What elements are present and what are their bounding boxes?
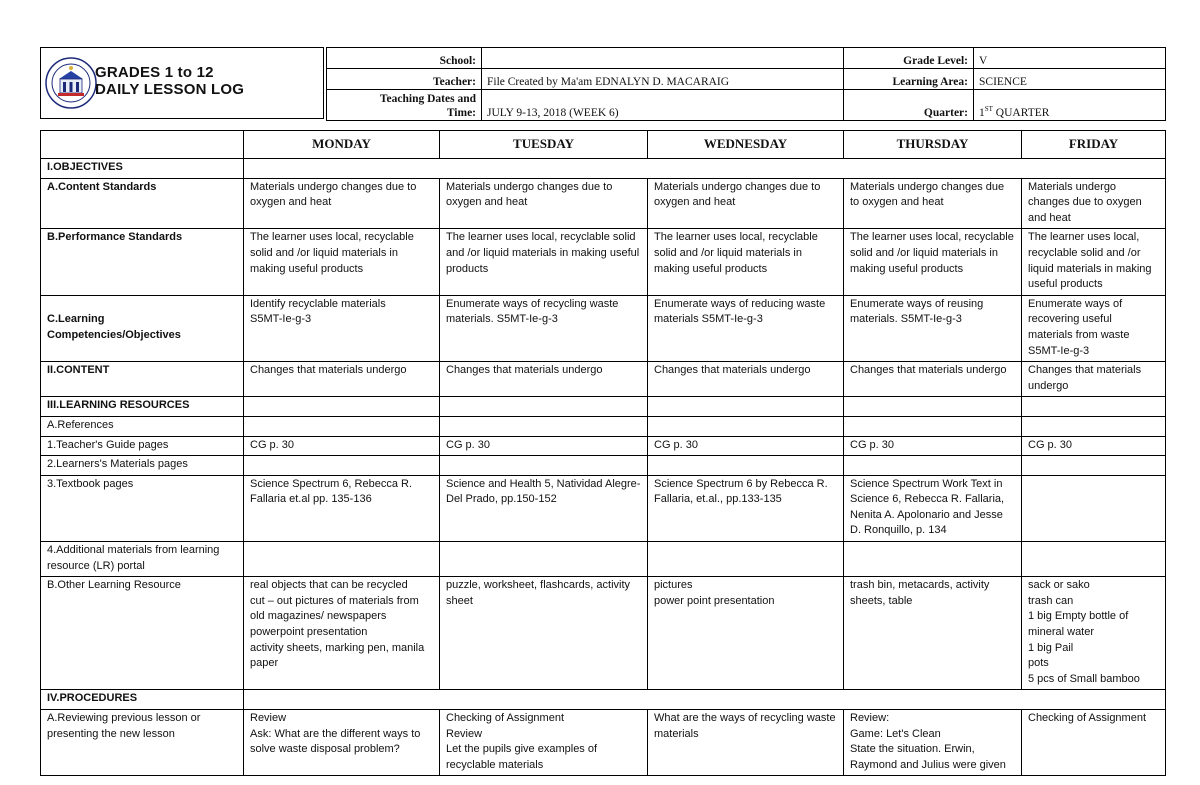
school-label: School: — [327, 48, 482, 69]
cell-wednesday: What are the ways of recycling waste materials — [648, 710, 844, 776]
row-label-content: II.CONTENT — [41, 362, 244, 397]
cell-monday: Review Ask: What are the different ways to solve waste disposal problem? — [244, 710, 440, 776]
row-label-teachers-guide: 1.Teacher's Guide pages — [41, 436, 244, 456]
section-blank — [244, 159, 1166, 179]
cell-blank — [844, 397, 1022, 417]
day-header-tuesday: TUESDAY — [440, 131, 648, 159]
cell-wednesday: pictures power point presentation — [648, 577, 844, 690]
cell-friday — [1022, 456, 1166, 476]
cell-monday: real objects that can be recycled cut – out pictures of materials from old magazines/ newspapers powerpoint presentation activity sheets, marking pen, manila paper — [244, 577, 440, 690]
cell-thursday — [844, 456, 1022, 476]
cell-friday — [1022, 542, 1166, 577]
cell-tuesday — [440, 456, 648, 476]
cell-wednesday: Materials undergo changes due to oxygen and heat — [648, 178, 844, 229]
cell-monday: The learner uses local, recyclable solid and /or liquid materials in making useful products — [244, 229, 440, 295]
cell-wednesday: Changes that materials undergo — [648, 362, 844, 397]
cell-tuesday: Changes that materials undergo — [440, 362, 648, 397]
deped-seal-icon — [45, 57, 97, 109]
table-row — [41, 295, 1166, 361]
cell-blank — [1022, 416, 1166, 436]
cell-blank — [844, 416, 1022, 436]
table-row — [41, 710, 1166, 776]
cell-tuesday — [440, 542, 648, 577]
cell-tuesday: Checking of Assignment Review Let the pupils give examples of recyclable materials — [440, 710, 648, 776]
cell-blank — [648, 416, 844, 436]
cell-tuesday: Enumerate ways of recycling waste materials. S5MT-Ie-g-3 — [440, 295, 648, 361]
cell-friday: The learner uses local, recyclable solid and /or liquid materials in making useful products — [1022, 229, 1166, 295]
quarter-number: 1 — [979, 107, 985, 119]
row-label-additional-materials: 4.Additional materials from learning resource (LR) portal — [41, 542, 244, 577]
section-objectives: I.OBJECTIVES — [41, 159, 244, 179]
table-row — [41, 416, 1166, 436]
quarter-value — [974, 90, 1166, 121]
cell-thursday: Science Spectrum Work Text in Science 6, Rebecca R. Fallaria, Nenita A. Apolonario and Jesse D. Ronquillo, p. 134 — [844, 475, 1022, 541]
section-row-objectives — [41, 159, 1166, 179]
table-row — [41, 577, 1166, 690]
cell-monday — [244, 456, 440, 476]
cell-friday: Enumerate ways of recovering useful materials from waste S5MT-Ie-g-3 — [1022, 295, 1166, 361]
teaching-dates-label — [327, 90, 482, 121]
cell-friday: Changes that materials undergo — [1022, 362, 1166, 397]
cell-blank — [648, 397, 844, 417]
cell-thursday: Materials undergo changes due to oxygen and heat — [844, 178, 1022, 229]
header-info-table — [326, 47, 1166, 121]
table-row — [41, 436, 1166, 456]
teaching-dates-label-line1: Teaching Dates and — [379, 93, 476, 105]
cell-monday: Materials undergo changes due to oxygen and heat — [244, 178, 440, 229]
day-header-monday: MONDAY — [244, 131, 440, 159]
row-label-competencies: C.Learning Competencies/Objectives — [41, 295, 244, 361]
section-procedures: IV.PROCEDURES — [41, 690, 244, 710]
cell-friday: Checking of Assignment — [1022, 710, 1166, 776]
cell-wednesday: Enumerate ways of reducing waste materials S5MT-Ie-g-3 — [648, 295, 844, 361]
table-row — [41, 542, 1166, 577]
cell-wednesday — [648, 542, 844, 577]
cell-tuesday: Materials undergo changes due to oxygen and heat — [440, 178, 648, 229]
table-row — [41, 475, 1166, 541]
cell-wednesday: CG p. 30 — [648, 436, 844, 456]
teaching-dates-label-line2: Time: — [446, 107, 476, 119]
row-label-textbook: 3.Textbook pages — [41, 475, 244, 541]
school-value — [482, 48, 844, 69]
title-line-2: DAILY LESSON LOG — [95, 81, 245, 98]
cell-tuesday: puzzle, worksheet, flashcards, activity sheet — [440, 577, 648, 690]
cell-thursday: The learner uses local, recyclable solid and /or liquid materials in making useful products — [844, 229, 1022, 295]
teacher-label: Teacher: — [327, 69, 482, 90]
cell-blank — [1022, 397, 1166, 417]
row-label-references: A.References — [41, 416, 244, 436]
cell-thursday: CG p. 30 — [844, 436, 1022, 456]
section-blank — [244, 690, 1166, 710]
cell-thursday: Review: Game: Let's Clean State the situation. Erwin, Raymond and Julius were given — [844, 710, 1022, 776]
cell-thursday: Changes that materials undergo — [844, 362, 1022, 397]
cell-monday: CG p. 30 — [244, 436, 440, 456]
cell-friday — [1022, 475, 1166, 541]
title-box — [40, 47, 324, 119]
cell-monday: Science Spectrum 6, Rebecca R. Fallaria et.al pp. 135-136 — [244, 475, 440, 541]
day-header-wednesday: WEDNESDAY — [648, 131, 844, 159]
grade-level-value: V — [974, 48, 1166, 69]
title-line-1: GRADES 1 to 12 — [95, 64, 214, 81]
cell-blank — [244, 416, 440, 436]
table-row — [41, 178, 1166, 229]
teaching-dates-value: JULY 9-13, 2018 (WEEK 6) — [482, 90, 844, 121]
table-row — [41, 362, 1166, 397]
row-label-performance-standards: B.Performance Standards — [41, 229, 244, 295]
quarter-label: Quarter: — [844, 90, 974, 121]
quarter-suffix: ST — [984, 105, 993, 114]
cell-thursday — [844, 542, 1022, 577]
section-row-procedures — [41, 690, 1166, 710]
day-header-friday: FRIDAY — [1022, 131, 1166, 159]
cell-blank — [440, 416, 648, 436]
row-label-other-resources: B.Other Learning Resource — [41, 577, 244, 690]
cell-monday: Changes that materials undergo — [244, 362, 440, 397]
cell-monday — [244, 542, 440, 577]
row-label-learners-materials: 2.Learners's Materials pages — [41, 456, 244, 476]
learning-area-value: SCIENCE — [974, 69, 1166, 90]
section-learning-resources: III.LEARNING RESOURCES — [41, 397, 244, 417]
section-row-learning-resources — [41, 397, 1166, 417]
quarter-word: QUARTER — [992, 107, 1050, 119]
document-title — [95, 64, 244, 98]
row-label-content-standards: A.Content Standards — [41, 178, 244, 229]
cell-wednesday — [648, 456, 844, 476]
cell-wednesday: Science Spectrum 6 by Rebecca R. Fallaria, et.al., pp.133-135 — [648, 475, 844, 541]
cell-monday: Identify recyclable materials S5MT-Ie-g-3 — [244, 295, 440, 361]
cell-friday: CG p. 30 — [1022, 436, 1166, 456]
cell-thursday: trash bin, metacards, activity sheets, table — [844, 577, 1022, 690]
cell-friday: sack or sako trash can 1 big Empty bottle of mineral water 1 big Pail pots 5 pcs of Small bamboo — [1022, 577, 1166, 690]
cell-wednesday: The learner uses local, recyclable solid and /or liquid materials in making useful products — [648, 229, 844, 295]
cell-tuesday: Science and Health 5, Natividad Alegre-Del Prado, pp.150-152 — [440, 475, 648, 541]
cell-blank — [440, 397, 648, 417]
corner-cell — [41, 131, 244, 159]
table-row — [41, 229, 1166, 295]
cell-thursday: Enumerate ways of reusing materials. S5MT-Ie-g-3 — [844, 295, 1022, 361]
grade-level-label: Grade Level: — [844, 48, 974, 69]
day-header-row — [41, 131, 1166, 159]
teacher-value: File Created by Ma'am EDNALYN D. MACARAIG — [482, 69, 844, 90]
cell-tuesday: The learner uses local, recyclable solid and /or liquid materials in making useful products — [440, 229, 648, 295]
cell-tuesday: CG p. 30 — [440, 436, 648, 456]
cell-friday: Materials undergo changes due to oxygen and heat — [1022, 178, 1166, 229]
day-header-thursday: THURSDAY — [844, 131, 1022, 159]
row-label-reviewing: A.Reviewing previous lesson or presenting the new lesson — [41, 710, 244, 776]
table-row — [41, 456, 1166, 476]
lesson-table — [40, 130, 1166, 776]
learning-area-label: Learning Area: — [844, 69, 974, 90]
cell-blank — [244, 397, 440, 417]
